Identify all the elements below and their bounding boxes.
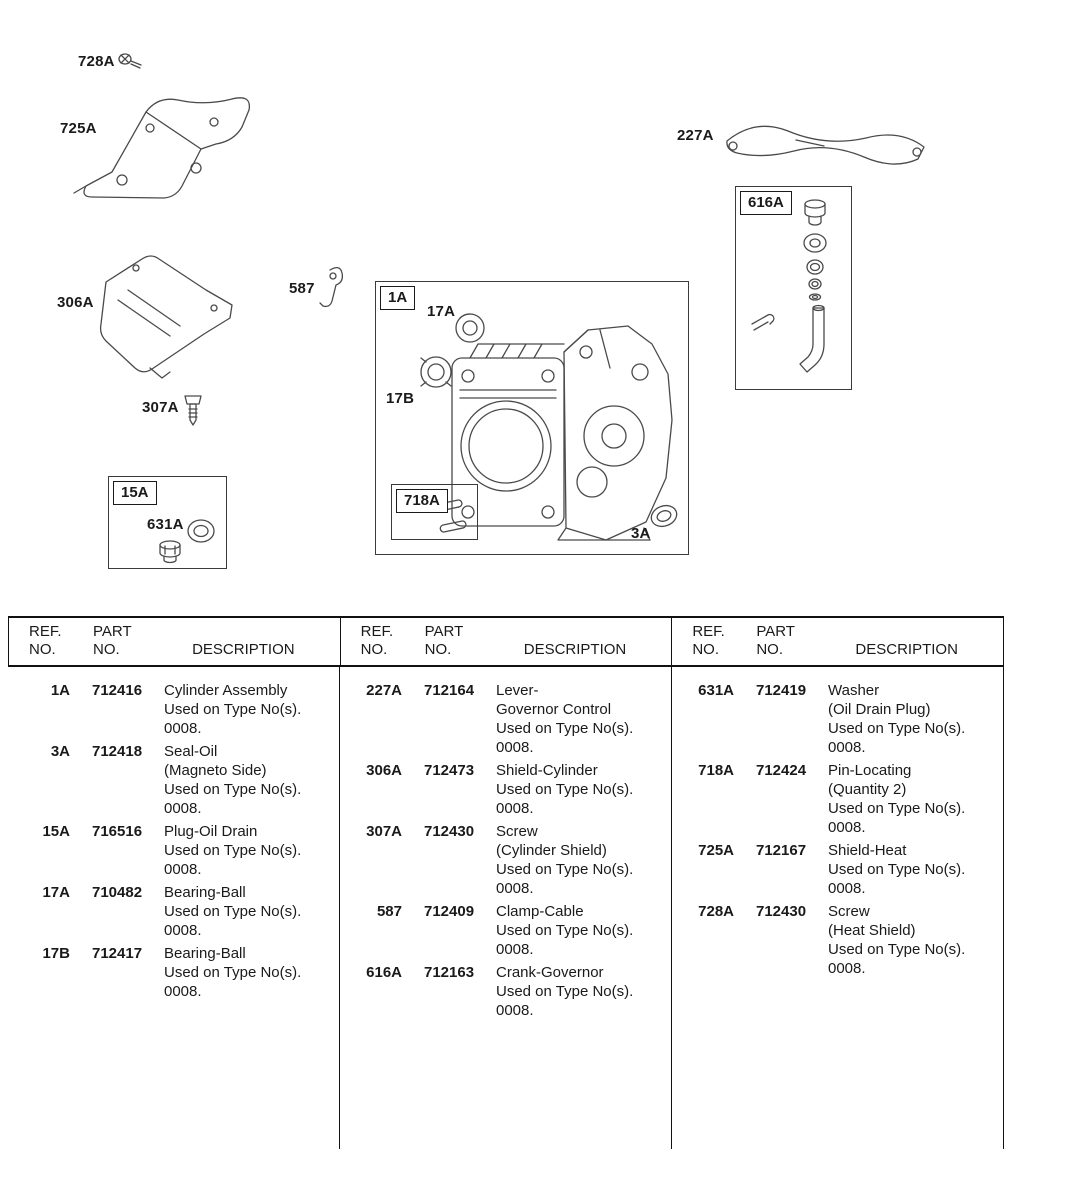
table-row bbox=[8, 822, 335, 879]
description bbox=[164, 944, 335, 1001]
part-no: 710482 bbox=[92, 884, 143, 901]
callout-3A: 3A bbox=[631, 525, 651, 542]
ref-no: 725A bbox=[698, 842, 734, 859]
part-no-header bbox=[756, 623, 834, 659]
ref-no: 307A bbox=[366, 823, 402, 840]
description-line: Bearing-Ball bbox=[164, 945, 246, 962]
ref-no: 15A bbox=[42, 823, 70, 840]
description-line: 0008. bbox=[828, 880, 866, 897]
description bbox=[496, 822, 667, 898]
callout-306A: 306A bbox=[57, 294, 94, 311]
callout-725A: 725A bbox=[60, 120, 97, 137]
callout-227A: 227A bbox=[677, 127, 714, 144]
table-row bbox=[672, 841, 999, 898]
description-line: Bearing-Ball bbox=[164, 884, 246, 901]
ref-no: 728A bbox=[698, 903, 734, 920]
callout-587: 587 bbox=[289, 280, 315, 297]
description-header: DESCRIPTION bbox=[855, 641, 958, 658]
part-no: 712417 bbox=[92, 945, 143, 962]
crank-governor-box bbox=[735, 186, 852, 390]
part-no: 712416 bbox=[92, 682, 143, 699]
description-line: (Oil Drain Plug) bbox=[828, 701, 931, 718]
part-no: 712409 bbox=[424, 903, 475, 920]
table-row bbox=[340, 902, 667, 959]
part-no: 712430 bbox=[756, 903, 807, 920]
description-line: 0008. bbox=[164, 861, 202, 878]
description-line: 0008. bbox=[496, 1002, 534, 1019]
part-no: 712167 bbox=[756, 842, 807, 859]
header-text: NO. bbox=[360, 641, 388, 658]
description-line: Used on Type No(s). bbox=[496, 922, 634, 939]
cylinder-shield-drawing bbox=[101, 256, 232, 378]
description-line: (Quantity 2) bbox=[828, 781, 907, 798]
description-line: Washer bbox=[828, 682, 880, 699]
description-line: 0008. bbox=[496, 880, 534, 897]
cylinder-shield-screw-drawing bbox=[185, 396, 201, 425]
part-no-header bbox=[93, 623, 171, 659]
cable-clamp-drawing bbox=[320, 268, 342, 307]
part-no: 712418 bbox=[92, 743, 143, 760]
description bbox=[164, 742, 335, 818]
part-no: 712424 bbox=[756, 762, 807, 779]
description-line: 0008. bbox=[164, 800, 202, 817]
callout-17A: 17A bbox=[427, 303, 456, 320]
header-text: NO. bbox=[692, 641, 719, 658]
description-line: 0008. bbox=[828, 819, 866, 836]
table-row bbox=[8, 883, 335, 940]
part-no: 712430 bbox=[424, 823, 475, 840]
description-line: Screw bbox=[496, 823, 538, 840]
header-text: NO. bbox=[93, 641, 120, 658]
description bbox=[828, 902, 999, 978]
ref-no: 616A bbox=[366, 964, 402, 981]
description-line: 0008. bbox=[828, 960, 866, 977]
callout-718A: 718A bbox=[396, 489, 448, 513]
description-line: Used on Type No(s). bbox=[164, 781, 302, 798]
header-text: NO. bbox=[424, 641, 452, 658]
description bbox=[828, 761, 999, 837]
description-line: Governor Control bbox=[496, 701, 612, 718]
description bbox=[164, 681, 335, 738]
description-line: 0008. bbox=[496, 739, 534, 756]
part-no: 712164 bbox=[424, 682, 475, 699]
ref-no: 3A bbox=[50, 743, 70, 760]
description-line: (Cylinder Shield) bbox=[496, 842, 607, 859]
part-no: 712473 bbox=[424, 762, 475, 779]
callout-616A: 616A bbox=[740, 191, 792, 215]
callout-15A: 15A bbox=[113, 481, 157, 505]
description-line: Shield-Heat bbox=[828, 842, 907, 859]
callout-307A: 307A bbox=[142, 399, 179, 416]
parts-table bbox=[8, 616, 1004, 1149]
description-line: 0008. bbox=[164, 922, 202, 939]
callout-631A: 631A bbox=[147, 516, 184, 533]
description-line: (Magneto Side) bbox=[164, 762, 267, 779]
table-column-1 bbox=[8, 667, 340, 1149]
description bbox=[164, 883, 335, 940]
table-body bbox=[8, 667, 1004, 1149]
description-header: DESCRIPTION bbox=[192, 641, 295, 658]
header-text: PART bbox=[756, 623, 795, 640]
table-column-2 bbox=[340, 667, 672, 1149]
table-row bbox=[340, 822, 667, 898]
description-line: 0008. bbox=[164, 983, 202, 1000]
header-text: NO. bbox=[29, 641, 56, 658]
description-line: Used on Type No(s). bbox=[828, 861, 966, 878]
description bbox=[828, 841, 999, 898]
heat-shield-screw-drawing bbox=[119, 54, 141, 68]
ref-no-header bbox=[692, 623, 756, 659]
description-line: Shield-Cylinder bbox=[496, 762, 598, 779]
table-row bbox=[340, 963, 667, 1020]
description-line: 0008. bbox=[496, 800, 534, 817]
description bbox=[828, 681, 999, 757]
description-header: DESCRIPTION bbox=[523, 641, 627, 658]
description-line: Pin-Locating bbox=[828, 762, 912, 779]
ref-no: 227A bbox=[366, 682, 402, 699]
header-text: REF. bbox=[360, 623, 394, 640]
description-line: Used on Type No(s). bbox=[164, 903, 302, 920]
table-row bbox=[672, 902, 999, 978]
description-line: Plug-Oil Drain bbox=[164, 823, 258, 840]
description-line: Used on Type No(s). bbox=[496, 861, 634, 878]
header-text: PART bbox=[424, 623, 464, 640]
ref-no: 718A bbox=[698, 762, 734, 779]
ref-no: 587 bbox=[376, 903, 402, 920]
description-line: Used on Type No(s). bbox=[828, 800, 966, 817]
callout-1A: 1A bbox=[380, 286, 415, 310]
table-row bbox=[8, 742, 335, 818]
ref-no: 306A bbox=[366, 762, 402, 779]
description-line: Used on Type No(s). bbox=[496, 720, 634, 737]
table-column-3 bbox=[672, 667, 1004, 1149]
part-no: 716516 bbox=[92, 823, 143, 840]
description-line: Screw bbox=[828, 903, 870, 920]
table-row bbox=[672, 681, 999, 757]
callout-728A: 728A bbox=[78, 53, 115, 70]
header-cell bbox=[9, 618, 341, 665]
table-row bbox=[8, 681, 335, 738]
ref-no: 17A bbox=[42, 884, 70, 901]
heat-shield-drawing bbox=[74, 98, 249, 198]
table-row bbox=[8, 944, 335, 1001]
description-line: Clamp-Cable bbox=[496, 903, 584, 920]
header-text: NO. bbox=[756, 641, 783, 658]
description-line: Used on Type No(s). bbox=[496, 983, 634, 1000]
ref-no: 1A bbox=[50, 682, 70, 699]
table-row bbox=[340, 681, 667, 757]
description-line: Used on Type No(s). bbox=[164, 842, 302, 859]
description bbox=[496, 681, 667, 757]
description-line: 0008. bbox=[164, 720, 202, 737]
description bbox=[496, 902, 667, 959]
header-text: REF. bbox=[29, 623, 62, 640]
ref-no-header bbox=[361, 623, 425, 659]
callout-17B: 17B bbox=[386, 390, 415, 407]
description-line: (Heat Shield) bbox=[828, 922, 916, 939]
description-line: Used on Type No(s). bbox=[496, 781, 634, 798]
header-text: PART bbox=[93, 623, 132, 640]
table-row bbox=[672, 761, 999, 837]
governor-control-lever-drawing bbox=[727, 126, 924, 164]
header-cell bbox=[341, 618, 673, 665]
description-line: Used on Type No(s). bbox=[164, 701, 302, 718]
part-no: 712419 bbox=[756, 682, 807, 699]
description-line: Used on Type No(s). bbox=[164, 964, 302, 981]
ref-no: 17B bbox=[42, 945, 70, 962]
part-no: 712163 bbox=[424, 964, 475, 981]
description-line: 0008. bbox=[496, 941, 534, 958]
description bbox=[496, 963, 667, 1020]
header-text: REF. bbox=[692, 623, 725, 640]
description-line: 0008. bbox=[828, 739, 866, 756]
ref-no: 631A bbox=[698, 682, 734, 699]
description-line: Crank-Governor bbox=[496, 964, 604, 981]
description-line: Lever- bbox=[496, 682, 539, 699]
description bbox=[164, 822, 335, 879]
table-header bbox=[8, 616, 1004, 667]
description-line: Used on Type No(s). bbox=[828, 720, 966, 737]
table-row bbox=[340, 761, 667, 818]
description-line: Used on Type No(s). bbox=[828, 941, 966, 958]
description-line: Seal-Oil bbox=[164, 743, 218, 760]
description-line: Cylinder Assembly bbox=[164, 682, 288, 699]
ref-no-header bbox=[29, 623, 93, 659]
description bbox=[496, 761, 667, 818]
header-cell bbox=[672, 618, 1004, 665]
part-no-header bbox=[425, 623, 503, 659]
